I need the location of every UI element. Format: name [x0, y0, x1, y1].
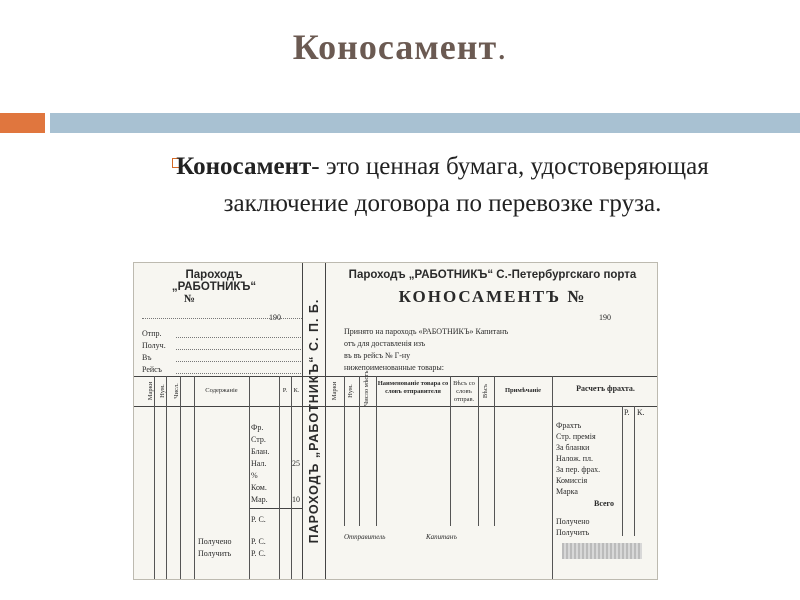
right-col-marks: Марки — [331, 381, 338, 401]
right-col-num: Нум. — [347, 384, 354, 398]
vertical-stamp-text: ПАРОХОДЪ „РАБОТНИКЪ“ С. П. Б. — [307, 298, 321, 544]
left-col-num: Нум. — [159, 384, 166, 398]
right-col-freight: Расчетъ фрахта. — [576, 384, 635, 393]
left-charge: Нал. — [251, 459, 267, 468]
signature-sender: Отправитель — [344, 533, 386, 541]
freight-col-k: К. — [637, 408, 645, 417]
left-date-line — [142, 318, 302, 319]
col-divider — [249, 376, 250, 580]
col-divider — [166, 376, 167, 580]
col-divider — [634, 406, 635, 536]
freight-item: Марка — [556, 487, 578, 496]
field-line — [176, 337, 301, 338]
table-header-rule — [134, 406, 658, 407]
freight-total: Всего — [594, 499, 614, 508]
left-col-content: Содержаніе — [205, 387, 238, 394]
freight-item: За бланки — [556, 443, 590, 452]
field-line — [176, 361, 301, 362]
freight-received: Получено — [556, 517, 590, 526]
freight-col-r: Р. — [624, 408, 630, 417]
col-divider — [180, 376, 181, 580]
left-field-trip: Рейсъ — [142, 365, 162, 374]
field-line — [176, 349, 301, 350]
freight-item: Фрахтъ — [556, 421, 582, 430]
left-field-sender: Отпр. — [142, 329, 162, 338]
term-bold: Коносамент — [176, 153, 312, 180]
definition-text — [135, 148, 750, 222]
accent-bar-blue — [50, 113, 800, 133]
right-col-count: Число мѣстъ — [363, 370, 370, 406]
field-line — [176, 373, 301, 374]
col-divider — [552, 376, 553, 580]
left-charge: Мар. — [251, 495, 268, 504]
left-rs: Р. С. — [251, 549, 266, 558]
left-col-marks: Марки — [147, 381, 154, 401]
left-col-count: Числ. — [173, 383, 180, 399]
accent-bar-orange — [0, 113, 45, 133]
left-charge: Фр. — [251, 423, 264, 432]
left-rs: Р. С. — [251, 515, 266, 524]
right-line-4: нижепоименованные товары: — [344, 363, 444, 372]
left-col-k: К. — [293, 387, 300, 394]
left-rs: Р. С. — [251, 537, 266, 546]
col-divider — [344, 376, 345, 526]
col-divider — [359, 376, 360, 526]
title-dot: . — [497, 27, 508, 67]
left-charge: % — [251, 471, 258, 480]
left-col-r: Р. — [282, 387, 288, 394]
freight-item: Налож. пл. — [556, 454, 593, 463]
right-year: 190 — [599, 313, 611, 322]
right-header: Пароходъ „РАБОТНИКЪ“ С.-Петербургскаго порта — [348, 269, 637, 281]
table-top-rule — [134, 376, 658, 377]
col-divider — [154, 376, 155, 580]
left-value-25: 25 — [292, 459, 300, 468]
left-charge: Ком. — [251, 483, 267, 492]
freight-item: Стр. премія — [556, 432, 596, 441]
signature-captain: Капитанъ — [426, 533, 457, 541]
col-divider — [494, 376, 495, 526]
stamp-mark — [562, 543, 642, 559]
right-col-notes: Примѣчаніе — [504, 387, 542, 394]
definition-rest: - это ценная бумага, удостоверяющая заключение договора по перевозке груза. — [223, 153, 709, 217]
col-divider — [622, 406, 623, 536]
left-field-to: Въ — [142, 353, 152, 362]
right-line-1: Принято на пароходъ «РАБОТНИКЪ» Капитанъ — [344, 327, 509, 336]
left-value-10: 10 — [292, 495, 300, 504]
right-col-goods: Наименованіе товара со словъ отправителя — [377, 380, 449, 395]
right-line-3: въ въ рейсъ № Г-ну — [344, 351, 411, 360]
col-divider — [279, 376, 280, 580]
right-line-2: отъ для доставленія изъ — [344, 339, 426, 348]
left-charge: Стр. — [251, 435, 266, 444]
left-stub-year: 190 — [269, 313, 281, 322]
freight-item: За пер. фрах. — [556, 465, 601, 474]
col-divider — [194, 376, 195, 580]
right-col-declared-weight: Вѣсъ со словъ отправ. — [453, 380, 475, 403]
col-divider — [478, 376, 479, 526]
right-col-weight: Вѣсъ — [482, 383, 489, 399]
konosament-title: КОНОСАМЕНТЪ № — [398, 287, 587, 306]
freight-item: Комиссія — [556, 476, 588, 485]
left-stub-number: № — [184, 293, 196, 305]
freight-to-receive: Получить — [556, 528, 590, 537]
slide-title — [0, 26, 800, 68]
bill-of-lading-image — [133, 262, 658, 580]
title-text: Коносамент — [292, 27, 498, 67]
left-received: Получено — [198, 537, 232, 546]
col-divider — [376, 376, 377, 526]
left-charge: Блан. — [251, 447, 270, 456]
left-field-receiver: Получ. — [142, 341, 166, 350]
left-to-receive: Получить — [198, 549, 232, 558]
left-stub-header: Пароходъ „РАБОТНИКЪ“ — [171, 269, 257, 293]
left-rs-rule — [249, 508, 302, 509]
col-divider — [291, 376, 292, 580]
